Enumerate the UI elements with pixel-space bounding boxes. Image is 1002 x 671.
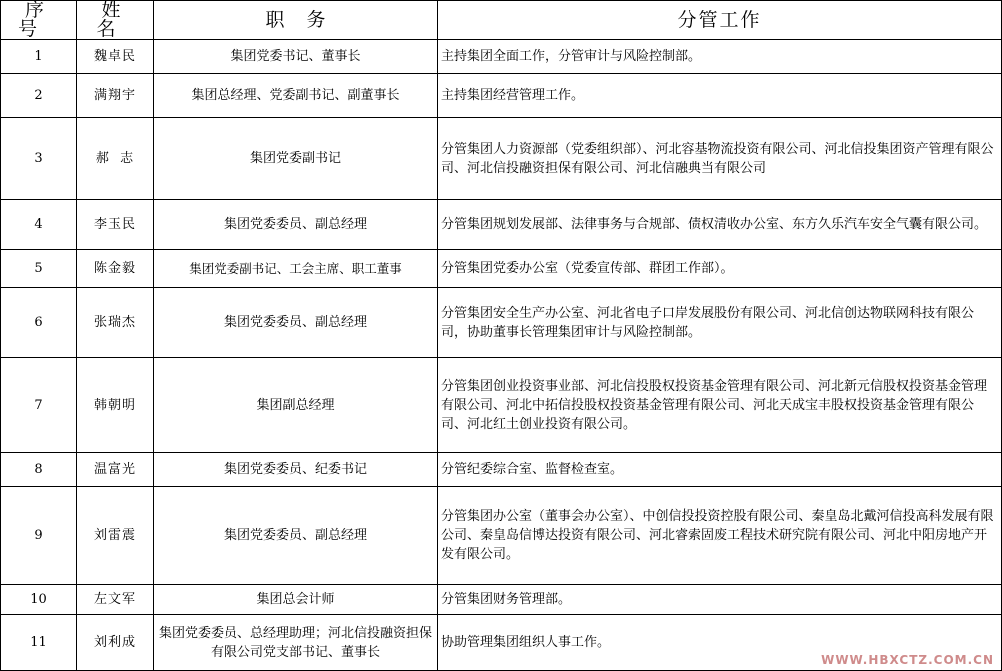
site-watermark: WWW.HBXCTZ.COM.CN bbox=[821, 653, 994, 667]
row-no: 9 bbox=[1, 487, 77, 585]
row-name: 刘雷震 bbox=[77, 487, 154, 585]
row-no: 5 bbox=[1, 250, 77, 288]
row-duties: 分管集团财务管理部。 bbox=[438, 585, 1002, 615]
row-duties: 协助管理集团组织人事工作。 bbox=[438, 615, 1002, 671]
row-duties: 分管集团安全生产办公室、河北省电子口岸发展股份有限公司、河北信创达物联网科技有限公司，协助董事长管理集团审计与风险控制部。 bbox=[438, 288, 1002, 358]
row-no: 3 bbox=[1, 118, 77, 200]
table-row bbox=[1, 358, 1002, 453]
row-no: 7 bbox=[1, 358, 77, 453]
row-no: 10 bbox=[1, 585, 77, 615]
row-name: 魏卓民 bbox=[77, 40, 154, 74]
table-row bbox=[1, 74, 1002, 118]
table-row bbox=[1, 40, 1002, 74]
row-duties: 分管集团规划发展部、法律事务与合规部、债权清收办公室、东方久乐汽车安全气囊有限公司。 bbox=[438, 200, 1002, 250]
row-no: 4 bbox=[1, 200, 77, 250]
header-position: 职务 bbox=[154, 1, 438, 40]
row-position: 集团党委委员、总经理助理；河北信投融资担保有限公司党支部书记、董事长 bbox=[154, 615, 438, 671]
row-position: 集团党委副书记 bbox=[154, 118, 438, 200]
row-name: 左文军 bbox=[77, 585, 154, 615]
row-no: 6 bbox=[1, 288, 77, 358]
row-name: 刘利成 bbox=[77, 615, 154, 671]
row-name: 郝 志 bbox=[77, 118, 154, 200]
table-row bbox=[1, 453, 1002, 487]
row-name: 韩朝明 bbox=[77, 358, 154, 453]
row-duties: 分管集团创业投资事业部、河北信投股权投资基金管理有限公司、河北新元信股权投资基金管理有限公司、河北中拓信投股权投资基金管理有限公司、河北天成宝丰股权投资基金管理有限公司、河北红土创业投资有限公司。 bbox=[438, 358, 1002, 453]
header-row bbox=[1, 1, 1002, 40]
header-name: 姓名 bbox=[77, 1, 154, 40]
header-duties: 分管工作 bbox=[438, 1, 1002, 40]
row-position: 集团党委副书记、工会主席、职工董事 bbox=[154, 250, 438, 288]
row-position: 集团总会计师 bbox=[154, 585, 438, 615]
row-name: 张瑞杰 bbox=[77, 288, 154, 358]
row-duties: 分管集团人力资源部（党委组织部）、河北容基物流投资有限公司、河北信投集团资产管理有限公司、河北信投融资担保有限公司、河北信融典当有限公司 bbox=[438, 118, 1002, 200]
row-duties: 分管集团办公室（董事会办公室）、中创信投投资控股有限公司、秦皇岛北戴河信投高科发展有限公司、秦皇岛信博达投资有限公司、河北睿索固废工程技术研究院有限公司、河北中阳房地产开发有限公司。 bbox=[438, 487, 1002, 585]
table-row bbox=[1, 487, 1002, 585]
row-position: 集团党委委员、副总经理 bbox=[154, 487, 438, 585]
row-position: 集团党委书记、董事长 bbox=[154, 40, 438, 74]
table-row bbox=[1, 250, 1002, 288]
row-no: 8 bbox=[1, 453, 77, 487]
row-name: 李玉民 bbox=[77, 200, 154, 250]
row-duties: 主持集团全面工作，分管审计与风险控制部。 bbox=[438, 40, 1002, 74]
row-duties: 分管集团党委办公室（党委宣传部、群团工作部）。 bbox=[438, 250, 1002, 288]
row-duties: 主持集团经营管理工作。 bbox=[438, 74, 1002, 118]
row-position: 集团党委委员、副总经理 bbox=[154, 200, 438, 250]
row-no: 11 bbox=[1, 615, 77, 671]
table-row bbox=[1, 288, 1002, 358]
row-position: 集团党委委员、副总经理 bbox=[154, 288, 438, 358]
row-no: 2 bbox=[1, 74, 77, 118]
table-row bbox=[1, 200, 1002, 250]
row-no: 1 bbox=[1, 40, 77, 74]
row-name: 陈金毅 bbox=[77, 250, 154, 288]
row-position: 集团副总经理 bbox=[154, 358, 438, 453]
row-position: 集团总经理、党委副书记、副董事长 bbox=[154, 74, 438, 118]
row-name: 温富光 bbox=[77, 453, 154, 487]
header-no: 序号 bbox=[1, 1, 77, 40]
table-row bbox=[1, 585, 1002, 615]
row-duties: 分管纪委综合室、监督检查室。 bbox=[438, 453, 1002, 487]
row-position: 集团党委委员、纪委书记 bbox=[154, 453, 438, 487]
table-row bbox=[1, 118, 1002, 200]
row-name: 满翔宇 bbox=[77, 74, 154, 118]
